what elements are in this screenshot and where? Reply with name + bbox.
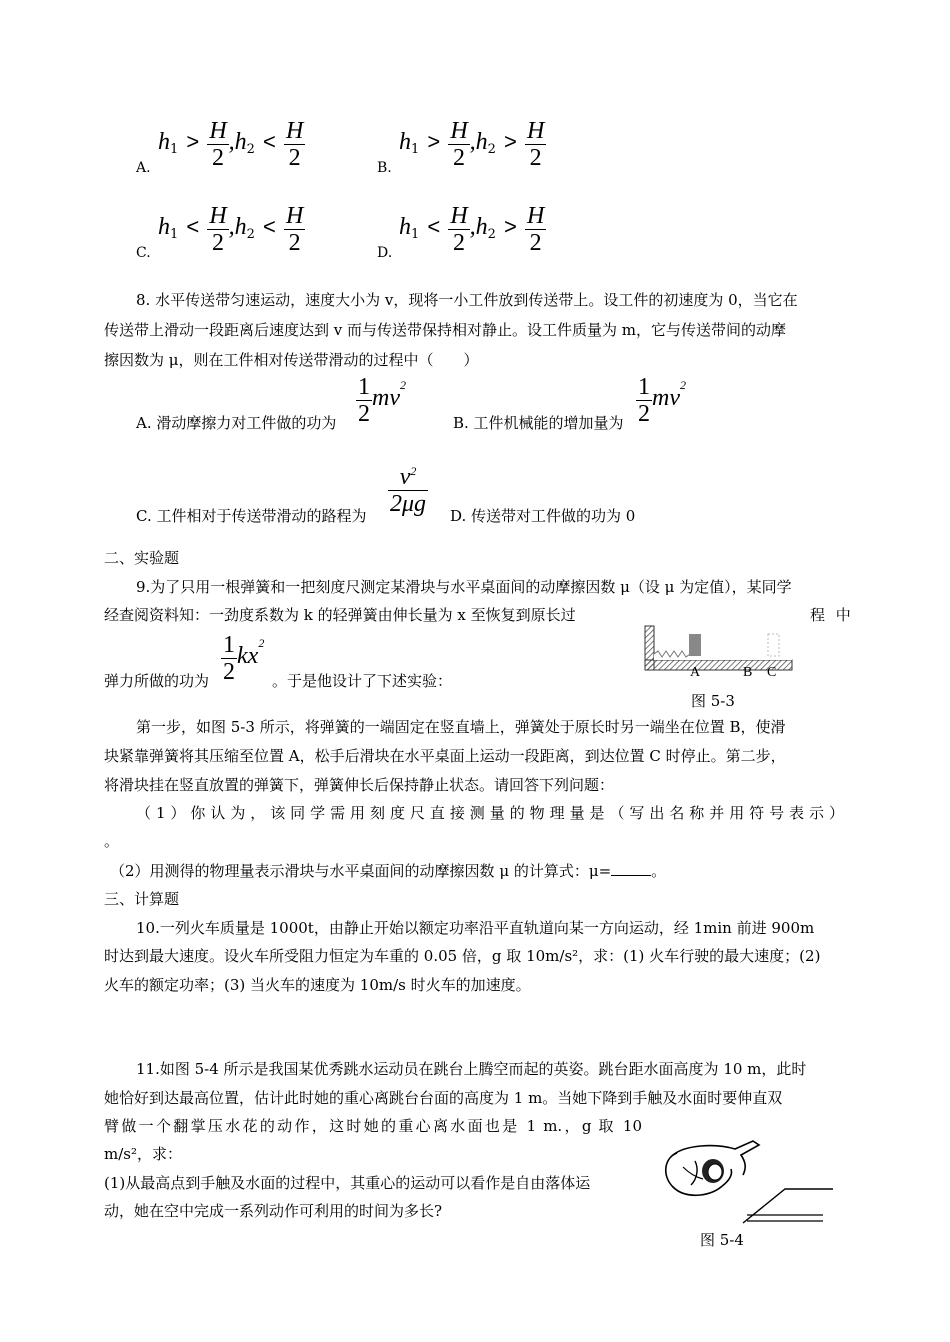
q9-line-3b: 。于是他设计了下述实验： xyxy=(272,672,453,690)
math-comma: , xyxy=(228,129,235,155)
q11-line-1: 11.如图 5-4 所示是我国某优秀跳水运动员在跳台上腾空而起的英姿。跳台距水面高度为 10 m，此时 xyxy=(136,1060,807,1078)
math-H: H xyxy=(209,118,227,144)
math-2: 2 xyxy=(284,144,305,171)
q8-line-3: 擦因数为 μ，则在工件相对传送带滑动的过程中（ ） xyxy=(104,351,479,369)
math-comma: , xyxy=(469,129,476,155)
q9-subquestion-2 xyxy=(110,860,666,882)
q8-option-c xyxy=(136,505,366,527)
math-2: 2 xyxy=(448,144,469,171)
math-h: h xyxy=(158,129,170,155)
math-op: > xyxy=(427,129,441,154)
q8-option-c-text: C. 工件相对于传送带滑动的路程为 xyxy=(136,507,367,525)
q9-para-2: 块紧靠弹簧将其压缩至位置 A，松手后滑块在水平桌面上运动一段距离，到达位置 C 时停止。第二步， xyxy=(104,747,786,765)
q9-line-1: 9.为了只用一根弹簧和一把刻度尺测定某滑块与水平桌面间的动摩擦因数 μ（设 μ 为定值），某同学 xyxy=(136,578,792,596)
q11-line-4: m/s²，求： xyxy=(104,1145,182,1163)
math-sub: 1 xyxy=(411,142,420,158)
math-2: 2 xyxy=(638,401,650,427)
math-op: < xyxy=(263,214,276,239)
math-sub: 1 xyxy=(170,142,179,158)
math-op: > xyxy=(504,214,517,239)
math-sub: 2 xyxy=(487,227,496,243)
q8-option-a-text: A. 滑动摩擦力对工件做的功为 xyxy=(136,414,337,432)
math-1: 1 xyxy=(358,374,370,400)
math-2: 2 xyxy=(284,229,305,256)
q9-spring-work-formula xyxy=(221,632,264,685)
math-H: H xyxy=(209,203,227,229)
q8-line-2: 传送带上滑动一段距离后速度达到 v 而与传送带保持相对静止。设工件质量为 m，它与传送带间的动摩 xyxy=(104,321,787,339)
math-h: h xyxy=(158,214,170,240)
math-mv: mv xyxy=(652,385,680,411)
math-v: v xyxy=(399,464,411,490)
math-1: 1 xyxy=(638,374,650,400)
section-title-experiment: 二、实验题 xyxy=(104,549,180,567)
q9-subquestion-2-text: （2）用测得的物理量表示滑块与水平桌面间的动摩擦因数 μ 的计算式：μ= xyxy=(110,862,612,880)
fig-label-a: A xyxy=(690,665,701,680)
math-mv: mv xyxy=(372,385,400,411)
answer-blank[interactable] xyxy=(611,861,651,876)
fig-label-b: B xyxy=(743,665,753,680)
math-H: H xyxy=(527,203,545,229)
math-2: 2 xyxy=(525,229,546,256)
q9-subquestion-1-end: 。 xyxy=(104,832,120,850)
math-h: h xyxy=(475,129,488,155)
figure-5-3-caption: 图 5-3 xyxy=(691,692,735,710)
q8-option-b-text: B. 工件机械能的增加量为 xyxy=(453,414,624,432)
q8-option-d: D. 传送带对工件做的功为 0 xyxy=(450,507,636,525)
math-sub: 2 xyxy=(246,142,255,158)
q11-line-2: 她恰好到达最高位置，估计此时她的重心离跳台台面的高度为 1 m。当她下降到手触及水面时要伸直双 xyxy=(104,1089,783,1107)
q8-option-c-formula xyxy=(388,458,428,517)
math-2: 2 xyxy=(525,144,546,171)
math-2mug: 2μg xyxy=(390,491,427,517)
math-h: h xyxy=(399,129,411,155)
q9-para-3: 将滑块挂在竖直放置的弹簧下，弹簧伸长后保持静止状态。请回答下列问题： xyxy=(104,776,615,794)
q9-subquestion-1: （1）你认为，该同学需用刻度尺直接测量的物理量是（写出名称并用符号表示） xyxy=(136,804,844,822)
q11-line-5: (1)从最高点到手触及水面的过程中，其重心的运动可以看作是自由落体运 xyxy=(104,1174,591,1192)
math-h: h xyxy=(399,214,411,240)
q8-option-a-formula xyxy=(356,374,406,427)
math-H: H xyxy=(286,203,304,229)
math-sq: 2 xyxy=(410,464,417,478)
math-1: 1 xyxy=(223,632,235,658)
math-op: < xyxy=(427,214,441,239)
q7-option-a-label: A. xyxy=(136,160,151,176)
q7-option-b-label: B. xyxy=(377,160,392,176)
math-sub: 1 xyxy=(170,227,179,243)
math-h: h xyxy=(475,214,488,240)
math-2: 2 xyxy=(223,659,235,685)
q8-option-a xyxy=(136,412,336,434)
fig-label-c: C xyxy=(767,665,777,680)
q10-line-2: 时达到最大速度。设火车所受阻力恒定为车重的 0.05 倍，g 取 10m/s²，求：(1) 火车行驶的最大速度；(2) xyxy=(104,947,821,965)
math-h: h xyxy=(234,129,247,155)
q9-line-3a: 弹力所做的功为 xyxy=(104,672,210,690)
math-op: < xyxy=(186,214,200,239)
math-h: h xyxy=(234,214,247,240)
math-H: H xyxy=(450,118,468,144)
q8-line-1: 8. 水平传送带匀速运动，速度大小为 v，现将一小工件放到传送带上。设工件的初速度为 0，当它在 xyxy=(136,291,798,309)
math-sq: 2 xyxy=(399,377,406,392)
math-comma: , xyxy=(469,214,476,240)
q9-para-1: 第一步，如图 5-3 所示，将弹簧的一端固定在竖直墙上，弹簧处于原长时另一端坐在位置 B，使滑 xyxy=(136,718,786,736)
q8-option-b xyxy=(453,412,624,434)
q11-line-6: 动，她在空中完成一系列动作可利用的时间为多长? xyxy=(104,1202,443,1220)
math-2: 2 xyxy=(207,229,228,256)
q11-line-3: 臂做一个翻掌压水花的动作，这时她的重心离水面也是 1 m.，g 取 10 xyxy=(104,1117,642,1135)
q10-line-3: 火车的额定功率；(3) 当火车的速度为 10m/s 时火车的加速度。 xyxy=(104,976,531,994)
figure-5-4-caption: 图 5-4 xyxy=(700,1231,744,1249)
figure-5-3 xyxy=(640,620,800,720)
math-H: H xyxy=(527,118,545,144)
math-op: < xyxy=(263,129,276,154)
q7-option-c-label: C. xyxy=(136,245,151,261)
q9-subquestion-2-end: 。 xyxy=(651,862,667,880)
math-sub: 2 xyxy=(246,227,255,243)
math-sq: 2 xyxy=(679,377,686,392)
math-comma: , xyxy=(228,214,235,240)
q9-line-2b: 程 中 xyxy=(810,606,854,624)
q7-option-d-label: D. xyxy=(377,245,393,261)
math-2: 2 xyxy=(448,229,469,256)
math-kx: kx xyxy=(237,643,259,669)
math-H: H xyxy=(450,203,468,229)
math-op: > xyxy=(186,129,200,154)
q10-line-1: 10.一列火车质量是 1000t，由静止开始以额定功率沿平直轨道向某一方向运动，经 1min 前进 900m xyxy=(136,919,815,937)
math-2: 2 xyxy=(207,144,228,171)
q8-option-b-formula xyxy=(636,374,686,427)
math-H: H xyxy=(286,118,304,144)
q9-line-2a: 经查阅资料知：一劲度系数为 k 的轻弹簧由伸长量为 x 至恢复到原长过 xyxy=(104,606,576,624)
figure-5-4 xyxy=(655,1135,835,1255)
math-sq: 2 xyxy=(258,635,265,650)
diver-illustration xyxy=(655,1135,835,1225)
math-sub: 1 xyxy=(411,227,420,243)
math-sub: 2 xyxy=(487,142,496,158)
math-op: > xyxy=(504,129,517,154)
math-2: 2 xyxy=(358,401,370,427)
section-title-calculation: 三、计算题 xyxy=(104,890,180,908)
